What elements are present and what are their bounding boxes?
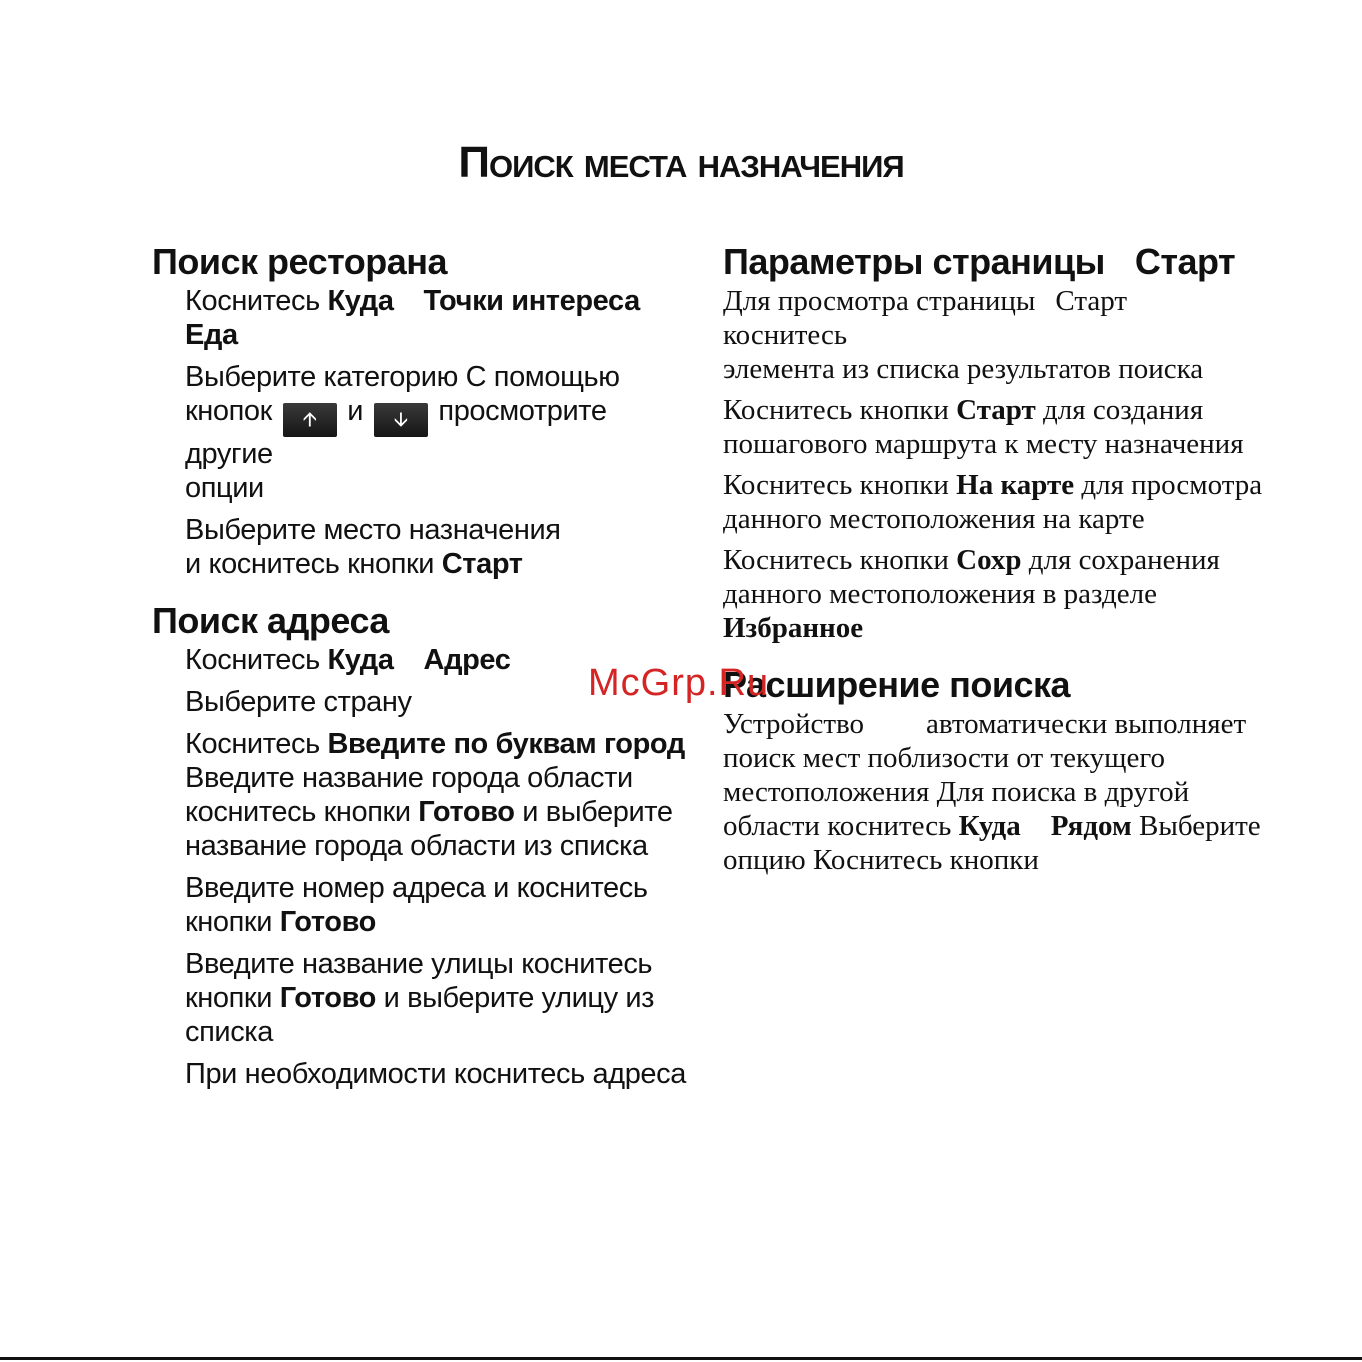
para-text: для сохранения	[1021, 544, 1220, 576]
right-column	[723, 240, 1263, 884]
params-body	[723, 284, 1263, 645]
step-text: и выберите улицу из	[375, 982, 655, 1014]
para-text: пошагового маршрута к месту назначения	[723, 428, 1244, 460]
watermark: McGrp.Ru	[588, 662, 770, 704]
step-text: Коснитесь	[185, 644, 328, 676]
step-text: и выберите	[514, 796, 673, 828]
poi-label: Точки интереса	[423, 285, 640, 317]
address-label: Адрес	[423, 644, 511, 676]
para-text: для создания	[1035, 394, 1204, 426]
para-text: Устройство	[723, 708, 865, 740]
step-text: название города области из списка	[185, 830, 648, 862]
start-label: Старт	[956, 394, 1036, 426]
step-text: кнопок	[185, 395, 280, 427]
params-para-2	[723, 393, 1263, 461]
para-text: элемента из списка результатов поиска	[723, 353, 1204, 385]
para-text: местоположения Для поиска в другой	[723, 776, 1190, 808]
restaurant-steps	[185, 284, 692, 581]
arrow-down-icon: 🡫	[374, 403, 428, 437]
step-text: кнопки	[185, 906, 280, 938]
spell-city-label: Введите по буквам город	[327, 728, 685, 760]
address-step-5	[185, 947, 692, 1049]
step-text: коснитесь кнопки	[185, 796, 419, 828]
step-text: Выберите категорию С помощью	[185, 361, 620, 393]
food-label: Еда	[185, 319, 238, 351]
address-step-4	[185, 871, 692, 939]
kuda-label: Куда	[327, 285, 394, 317]
step-text: Выберите страну	[185, 686, 412, 718]
para-text: Коснитесь кнопки	[723, 394, 957, 426]
para-text: автоматически выполняет	[926, 708, 1247, 740]
arrow-up-icon: 🡩	[283, 403, 337, 437]
restaurant-step-2	[185, 360, 692, 505]
restaurant-step-1	[185, 284, 692, 352]
save-label: Сохр	[956, 544, 1022, 576]
para-text: опцию Коснитесь кнопки	[723, 844, 1039, 876]
heading-text: Параметры страницы	[723, 241, 1105, 282]
para-text: Коснитесь кнопки	[723, 469, 957, 501]
address-steps	[185, 643, 692, 1091]
start-label: Старт	[441, 548, 523, 580]
address-step-3	[185, 727, 692, 863]
restaurant-heading: Поиск ресторана	[152, 241, 448, 282]
done-label: Готово	[418, 796, 515, 828]
nearby-label: Рядом	[1050, 810, 1132, 842]
restaurant-step-3	[185, 513, 692, 581]
step-text: Введите название города области	[185, 762, 633, 794]
extend-para	[723, 707, 1263, 877]
step-text: Выберите место назначения	[185, 514, 561, 546]
step-text: и	[339, 395, 371, 427]
step-text: Введите номер адреса и коснитесь	[185, 872, 648, 904]
para-text: Для просмотра страницы	[723, 285, 1036, 317]
para-text: данного местоположения в разделе	[723, 578, 1157, 610]
done-label: Готово	[279, 906, 376, 938]
address-heading: Поиск адреса	[152, 600, 389, 641]
step-text: списка	[185, 1016, 273, 1048]
params-para-3	[723, 468, 1263, 536]
step-text: опции	[185, 472, 264, 504]
params-para-1	[723, 284, 1263, 386]
on-map-label: На карте	[956, 469, 1075, 501]
address-step-6	[185, 1057, 692, 1091]
params-para-4	[723, 543, 1263, 645]
para-text: поиск мест поблизости от текущего	[723, 742, 1165, 774]
bottom-rule	[0, 1357, 1362, 1360]
heading-text: Старт	[1134, 241, 1236, 282]
para-text: Выберите	[1131, 810, 1261, 842]
step-text: Введите название улицы коснитесь	[185, 948, 653, 980]
step-text: При необходимости коснитесь адреса	[185, 1058, 686, 1090]
extend-heading: Расширение поиска	[723, 664, 1071, 705]
page-title: Поиск места назначения	[458, 138, 904, 187]
para-text: для просмотра	[1074, 469, 1263, 501]
kuda-label: Куда	[327, 644, 394, 676]
favorites-label: Избранное	[723, 612, 864, 644]
step-text: просмотрите другие	[185, 395, 607, 470]
para-text: Старт	[1055, 285, 1128, 317]
done-label: Готово	[279, 982, 376, 1014]
extend-body	[723, 707, 1263, 877]
para-text: области коснитесь	[723, 810, 959, 842]
step-text: Коснитесь	[185, 728, 328, 760]
step-text: кнопки	[185, 982, 280, 1014]
step-text: и коснитесь кнопки	[185, 548, 442, 580]
para-text: Коснитесь кнопки	[723, 544, 957, 576]
params-heading	[723, 240, 1263, 284]
step-text: Коснитесь	[185, 285, 328, 317]
para-text: данного местоположения на карте	[723, 503, 1145, 535]
para-text: коснитесь	[723, 319, 848, 351]
kuda-label: Куда	[958, 810, 1021, 842]
